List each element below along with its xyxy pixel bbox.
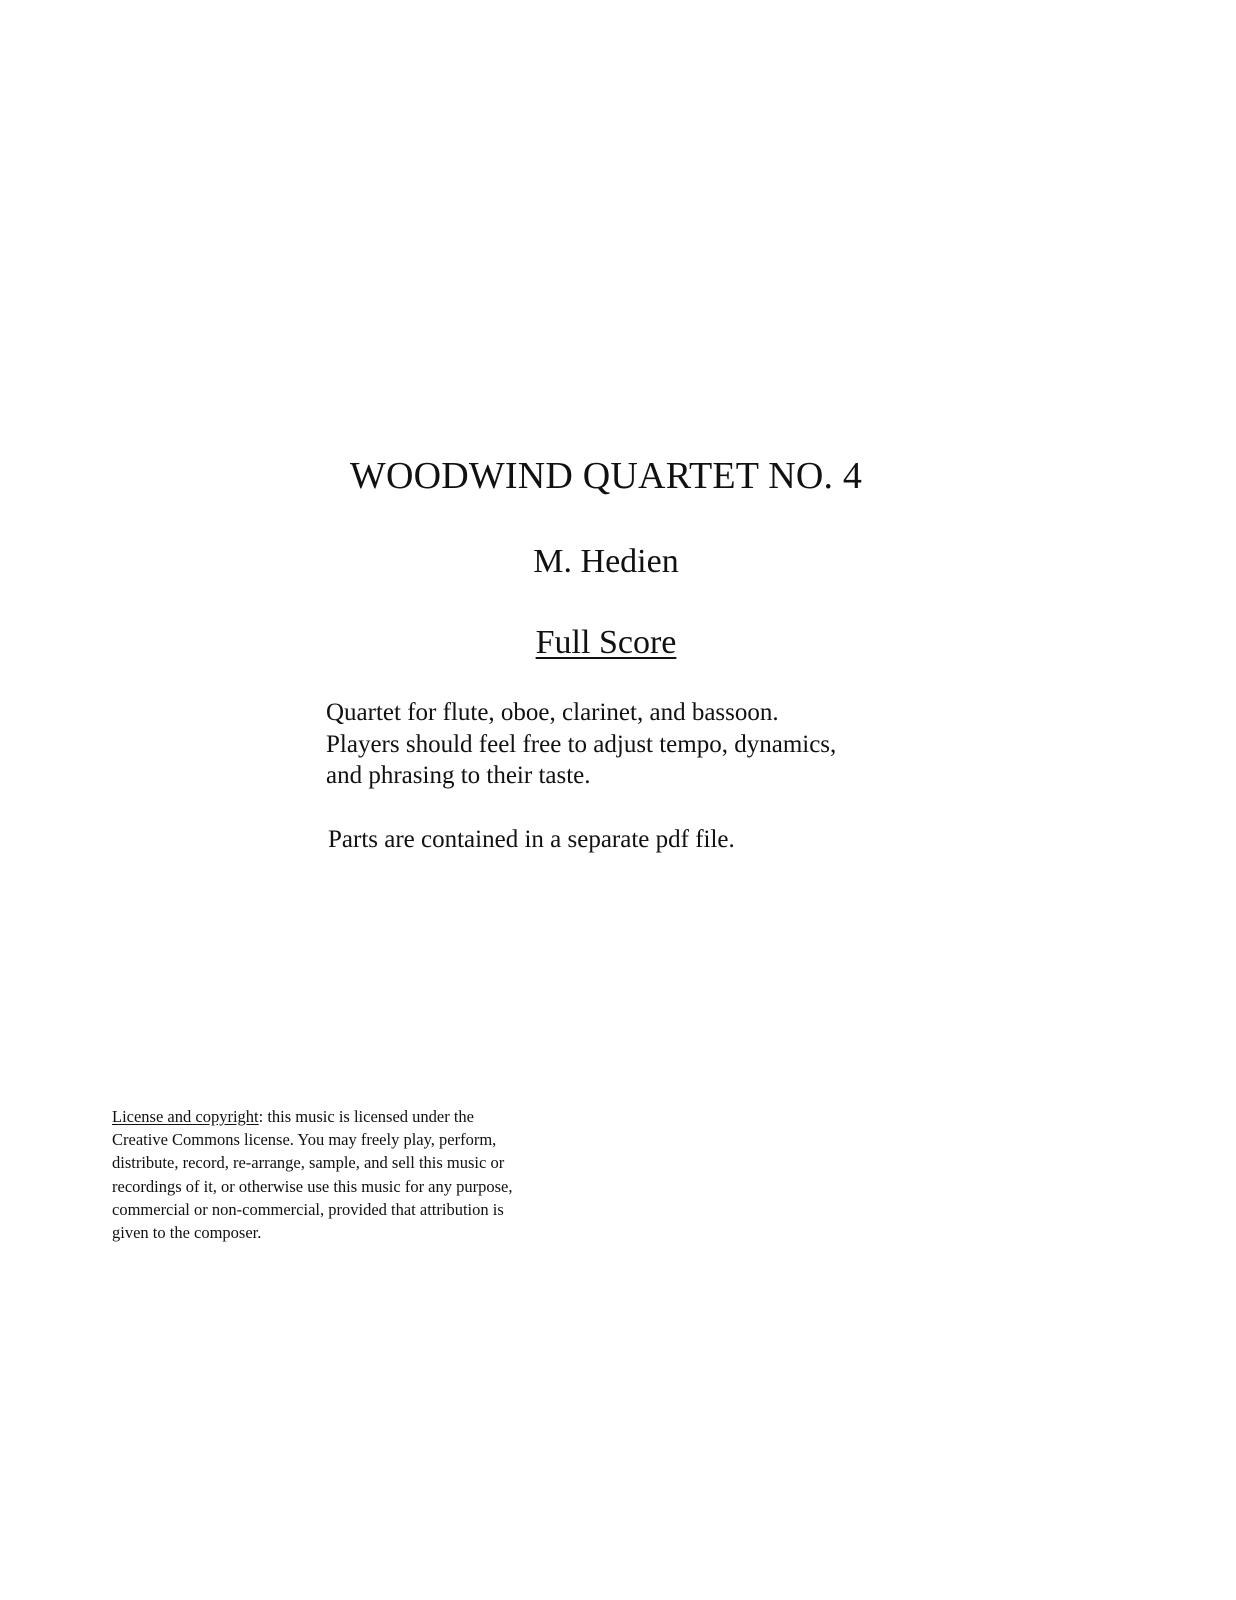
license-notice [112, 1105, 632, 1244]
license-first-line-text: : this music is licensed under the [258, 1107, 475, 1126]
description-line: Players should feel free to adjust tempo, dynamics, [326, 730, 837, 758]
license-line: Creative Commons license. You may freely play, perform, [112, 1130, 497, 1150]
license-label: License and copyright [112, 1107, 259, 1126]
composer-name: M. Hedien [533, 543, 679, 580]
license-line: commercial or non-commercial, provided that attribution is [112, 1199, 504, 1219]
license-line: distribute, record, re-arrange, sample, and sell this music or [112, 1153, 505, 1173]
description-line: and phrasing to their taste. [326, 762, 591, 789]
license-line: recordings of it, or otherwise use this music for any purpose, [112, 1176, 513, 1196]
quartet-description [326, 697, 966, 792]
parts-note: Parts are contained in a separate pdf file. [328, 826, 735, 853]
full-score-heading [0, 621, 1212, 665]
license-line: given to the composer. [112, 1223, 262, 1243]
description-line: Quartet for flute, oboe, clarinet, and bassoon. [326, 699, 779, 726]
full-score-label: Full Score [535, 624, 677, 661]
license-line [112, 1105, 632, 1128]
score-title: WOODWIND QUARTET NO. 4 [349, 455, 863, 497]
